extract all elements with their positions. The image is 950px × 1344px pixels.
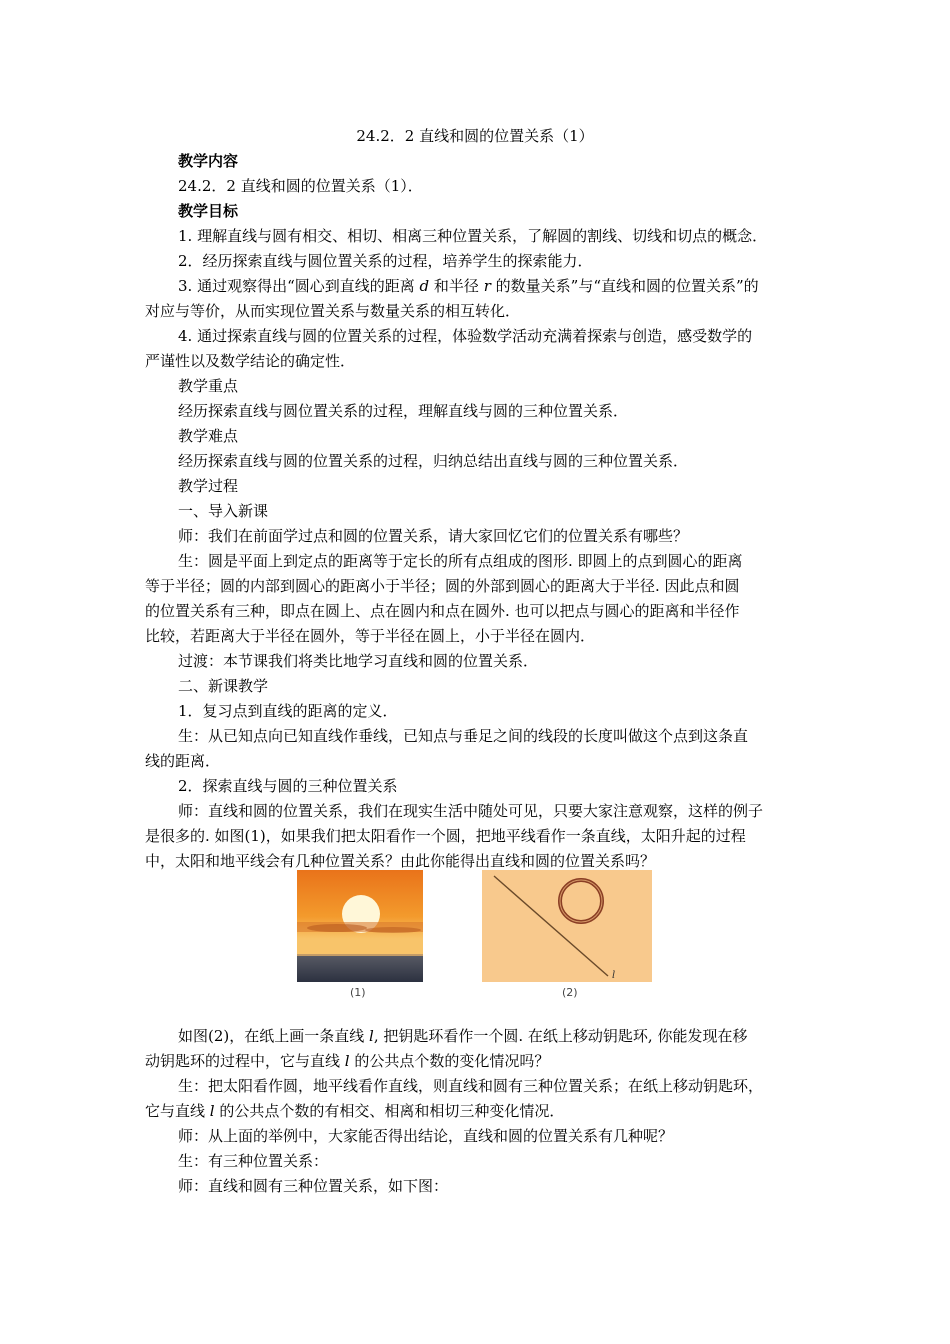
teacher-question-3: 师：从上面的举例中，大家能否得出结论，直线和圆的位置关系有几种呢？ [178, 1127, 674, 1145]
variable-l: l [369, 1027, 374, 1045]
page-title: 24.2．2 直线和圆的位置关系（1） [356, 127, 594, 145]
figure-1-caption: (1) [350, 986, 366, 999]
teacher-text-2-line3: 中，太阳和地平线会有几种位置关系？由此你能得出直线和圆的位置关系吗？ [145, 852, 656, 870]
variable-l: l [344, 1052, 350, 1070]
student-answer-2-line1: 生：从已知点向已知直线作垂线，已知点与垂足之间的线段的长度叫做这个点到这条直 [178, 727, 749, 745]
student-answer-4: 生：有三种位置关系： [178, 1152, 329, 1170]
paragraph-3-text-b: , 把钥匙环看作一个圆. 在纸上移动钥匙环, 你能发现在移 [373, 1027, 748, 1045]
teacher-text-2-line1: 师：直线和圆的位置关系，我们在现实生活中随处可见，只要大家注意观察，这样的例子 [178, 802, 764, 820]
student-answer-3-text-a: 它与直线 [145, 1102, 206, 1120]
goal-4-line1: 4. 通过探索直线与圆的位置关系的过程，体验数学活动充满着探索与创造，感受数学的 [178, 327, 753, 345]
difficult-heading: 教学难点 [178, 427, 239, 445]
student-answer-1-line4: 比较，若距离大于半径在圆外，等于半径在圆上，小于半径在圆内． [145, 627, 596, 645]
variable-d: d [419, 277, 430, 295]
key-text: 经历探索直线与圆位置关系的过程，理解直线与圆的三种位置关系． [178, 402, 629, 420]
student-answer-2-line2: 线的距离． [145, 752, 221, 770]
paragraph-3-line2 [145, 1051, 813, 1071]
teacher-question-1: 师：我们在前面学过点和圆的位置关系，请大家回忆它们的位置关系有哪些？ [178, 527, 689, 545]
section-2-heading: 二、新课教学 [178, 677, 269, 695]
sunset-illustration [297, 870, 423, 982]
student-answer-1-line1: 生：圆是平面上到定点的距离等于定长的所有点组成的图形. 即圆上的点到圆心的距离 [178, 552, 743, 570]
paragraph-3-text-d: 的公共点个数的变化情况吗？ [354, 1052, 550, 1070]
goal-1: 1. 理解直线与圆有相交、相切、相离三种位置关系，了解圆的割线、切线和切点的概念． [178, 227, 768, 245]
process-heading: 教学过程 [178, 477, 239, 495]
goal-3-text-b: 和半径 [433, 277, 479, 295]
goal-3-line1 [178, 276, 813, 296]
content-heading: 教学内容 [178, 152, 239, 170]
goal-3-text-a: 3. 通过观察得出“圆心到直线的距离 [178, 277, 415, 295]
variable-r: r [483, 277, 491, 295]
goal-2: 2．经历探索直线与圆位置关系的过程，培养学生的探索能力． [178, 252, 593, 270]
paragraph-3-text-a: 如图(2)，在纸上画一条直线 [178, 1027, 365, 1045]
line-and-circle-illustration [482, 870, 652, 982]
goals-heading: 教学目标 [178, 202, 239, 220]
item-2: 2．探索直线与圆的三种位置关系 [178, 777, 398, 795]
student-answer-3-line1: 生：把太阳看作圆，地平线看作直线，则直线和圆有三种位置关系；在纸上移动钥匙环， [178, 1077, 764, 1095]
section-1-heading: 一、导入新课 [178, 502, 269, 520]
item-1: 1．复习点到直线的距离的定义． [178, 702, 398, 720]
key-heading: 教学重点 [178, 377, 239, 395]
figure-2-caption: (2) [562, 986, 578, 999]
paragraph-3-text-c: 动钥匙环的过程中，它与直线 [145, 1052, 341, 1070]
key-ring-figure [482, 870, 652, 982]
difficult-text: 经历探索直线与圆的位置关系的过程，归纳总结出直线与圆的三种位置关系． [178, 452, 689, 470]
student-answer-3-text-b: 的公共点个数的有相交、相离和相切三种变化情况． [219, 1102, 565, 1120]
goal-3-line2: 对应与等价，从而实现位置关系与数量关系的相互转化． [145, 302, 521, 320]
teacher-text-4: 师：直线和圆有三种位置关系，如下图： [178, 1177, 449, 1195]
goal-3-text-c: 的数量关系”与“直线和圆的位置关系”的 [495, 277, 759, 295]
student-answer-3-line2 [145, 1101, 813, 1121]
paragraph-3-line1 [178, 1026, 813, 1046]
student-answer-1-line3: 的位置关系有三种，即点在圆上、点在圆内和点在圆外. 也可以把点与圆心的距离和半径作 [145, 602, 740, 620]
teacher-text-2-line2: 是很多的. 如图(1)，如果我们把太阳看作一个圆，把地平线看作一条直线，太阳升起的过程 [145, 827, 746, 845]
sunset-photo [297, 870, 423, 982]
transition-text: 过渡：本节课我们将类比地学习直线和圆的位置关系． [178, 652, 539, 670]
variable-l: l [209, 1102, 215, 1120]
content-text: 24.2．2 直线和圆的位置关系（1）． [178, 177, 423, 195]
goal-4-line2: 严谨性以及数学结论的确定性． [145, 352, 356, 370]
line-label: l [612, 970, 616, 981]
student-answer-1-line2: 等于半径；圆的内部到圆心的距离小于半径；圆的外部到圆心的距离大于半径. 因此点和圆 [145, 577, 740, 595]
